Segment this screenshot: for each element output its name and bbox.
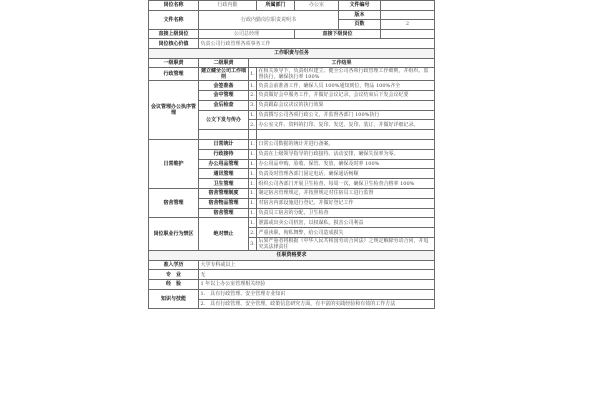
duty-desc: 办公用品申购、验收、保管、发放，确保及时率 100%	[257, 159, 435, 169]
duty-sub: 办公用品管理	[199, 159, 249, 169]
duty-desc: 日常公司数据的统计并进行备案。	[257, 139, 435, 149]
header-row-2	[149, 10, 435, 20]
col-result-header: 工作结果	[249, 58, 435, 68]
file-name-label: 文件名称	[149, 10, 199, 29]
direct-subordinate-value	[381, 29, 435, 39]
duty-desc: 负责跟踪会议决议的执行效果	[257, 100, 435, 110]
doc-number-value	[381, 1, 435, 11]
duty-num: 1.	[250, 219, 255, 226]
duty-desc: 严重渎职，徇私舞弊，给公司造成损失	[257, 228, 435, 238]
duty-desc: 后果严重者将根据《中华人民共和国劳动合同法》之规定解除劳动合同，并追究其法律责任	[257, 237, 435, 250]
pages-value: 2	[381, 20, 435, 30]
duty-desc: 负责做好会中服务工作，并做好会议记录，会议结束后下发会议纪要	[257, 90, 435, 100]
duty-category: 行政管理	[149, 68, 199, 81]
duty-row	[149, 81, 435, 91]
job-description-document	[148, 0, 434, 400]
core-value-label: 岗位核心价值	[149, 39, 199, 49]
qualification-value: 大学专科或以上	[199, 260, 435, 270]
duties-section-title: 工作职责与任务	[149, 48, 435, 58]
qualifications-section-row	[149, 250, 435, 260]
duty-num: 1.	[250, 190, 255, 197]
qualification-row	[149, 260, 435, 270]
qualification-label: 专 业	[149, 270, 199, 280]
department-value: 办公室	[295, 1, 339, 11]
version-value	[381, 10, 435, 20]
header-row-5	[149, 39, 435, 49]
duty-desc: 组织公司各部门开展卫生检查，每周一次，确保卫生检查合格率 100%	[257, 179, 435, 189]
duty-desc: 泄露或出卖公司机密，以权谋私，损害公司利益	[257, 218, 435, 228]
qualification-value: 2. 具有行政管理、安全管理、政策信息研究方面，有丰富的实践经验和有效的工作方法	[199, 299, 435, 309]
duty-sub: 建立健全公司工作细则	[199, 68, 249, 81]
duty-num: 1.	[250, 82, 255, 89]
duty-sub: 行政接待	[199, 149, 249, 159]
qualification-row	[149, 270, 435, 280]
header-row-1	[149, 1, 435, 11]
duty-desc: 在相关领导下，负责组织建立、健全公司各项行政管理工作细则，并组织、监督执行，确保执行率 100%	[257, 68, 435, 81]
duty-num: 2.	[250, 229, 255, 236]
duty-sub-empty	[199, 130, 249, 140]
duty-sub: 公文下发与传办	[199, 110, 249, 130]
duty-row	[149, 139, 435, 149]
qualification-value: 1 年以上办公室管理相关经验	[199, 280, 435, 290]
qualification-label: 知识与技能	[149, 289, 199, 309]
core-value-text: 负责公司行政管理各项事务工作	[199, 39, 435, 49]
duty-category: 会议管理办公执序管理	[149, 81, 199, 140]
duty-desc: 负责会前准备工作，确保人员 100%通知到位，物品 100%齐全	[257, 81, 435, 91]
doc-number-label: 文件编号	[339, 1, 381, 11]
duty-num: 1.	[250, 160, 255, 167]
duty-sub: 日常统计	[199, 139, 249, 149]
duty-sub: 会签准备	[199, 81, 249, 91]
duty-num: 1.	[250, 170, 255, 177]
duty-sub: 通讯管理	[199, 169, 249, 179]
duty-num: 1.	[250, 151, 255, 158]
qualification-row	[149, 280, 435, 290]
duty-desc: 负责及时管理各部门固定电话，确保通话畅顺	[257, 169, 435, 179]
direct-superior-label: 直接上级岗位	[149, 29, 199, 39]
col-level1-header: 一级职责	[149, 58, 199, 68]
duty-num-empty	[249, 130, 257, 140]
duty-num: 1.	[249, 68, 257, 81]
duty-sub: 宿舍管理	[199, 208, 249, 218]
file-name-value: 行政内勤岗位职责说明书	[199, 10, 339, 29]
duty-num: 1.	[250, 209, 255, 216]
duty-desc-empty	[257, 130, 435, 140]
duty-row	[149, 68, 435, 81]
duty-sub: 绝对禁止	[199, 218, 249, 251]
duty-num: 1.	[250, 111, 255, 118]
pages-label: 页数	[339, 20, 381, 30]
duties-column-header-row	[149, 58, 435, 68]
duty-num: 3.	[250, 102, 255, 109]
duty-category: 岗位职业行为禁区	[149, 218, 199, 251]
duty-num: 3.	[249, 237, 257, 250]
duty-num: 2.	[250, 92, 255, 99]
duty-num: 1.	[250, 180, 255, 187]
position-name-label: 岗位名称	[149, 1, 199, 11]
duties-section-row	[149, 48, 435, 58]
duty-desc: 负责员工宿舍的分配，卫生检查	[257, 208, 435, 218]
duty-sub: 会中管理	[199, 90, 249, 100]
position-name-value: 行政内勤	[199, 1, 257, 11]
version-label: 版本	[339, 10, 381, 20]
duty-sub: 宿舍物品管理	[199, 198, 249, 208]
duty-sub: 会后检查	[199, 100, 249, 110]
duty-num: 1.	[250, 141, 255, 148]
qualification-label: 准入学历	[149, 260, 199, 270]
duty-desc: 负责撰写公司各项行政公文，并监督各部门 100%执行	[257, 110, 435, 120]
direct-superior-value: 公司总经理	[199, 29, 295, 39]
job-description-table	[148, 0, 435, 309]
duty-desc: 负责在上级领导指导的行政接待、活动安排，确保失误率为零。	[257, 149, 435, 159]
duty-num: 2.	[250, 121, 255, 128]
qualification-value: 无	[199, 270, 435, 280]
duty-category: 宿舍管理	[149, 188, 199, 217]
qualification-value: 1. 具有行政管理、安全管理专业知识	[199, 289, 435, 299]
qualifications-section-title: 任职资格要求	[149, 250, 435, 260]
duty-sub: 卫生管理	[199, 179, 249, 189]
duty-row	[149, 218, 435, 228]
direct-subordinate-label: 直接下级岗位	[295, 29, 381, 39]
qualification-label: 经 验	[149, 280, 199, 290]
col-level2-header: 二级职责	[199, 58, 249, 68]
duty-desc: 对宿舍内部设施进行登记，并做好登记工作	[257, 198, 435, 208]
header-row-4	[149, 29, 435, 39]
department-label: 所属部门	[257, 1, 295, 11]
duty-sub: 宿舍管理制度	[199, 188, 249, 198]
duty-desc: 办公室文件、资料的打印、复印、发送、复印、装订，并做好详细记录。	[257, 120, 435, 130]
duty-row	[149, 188, 435, 198]
duty-category: 日常维护	[149, 139, 199, 188]
qualification-row	[149, 289, 435, 299]
duty-num: 1.	[250, 200, 255, 207]
duty-desc: 制定宿舍管理规定，并按照规定对住宿员工进行监督	[257, 188, 435, 198]
